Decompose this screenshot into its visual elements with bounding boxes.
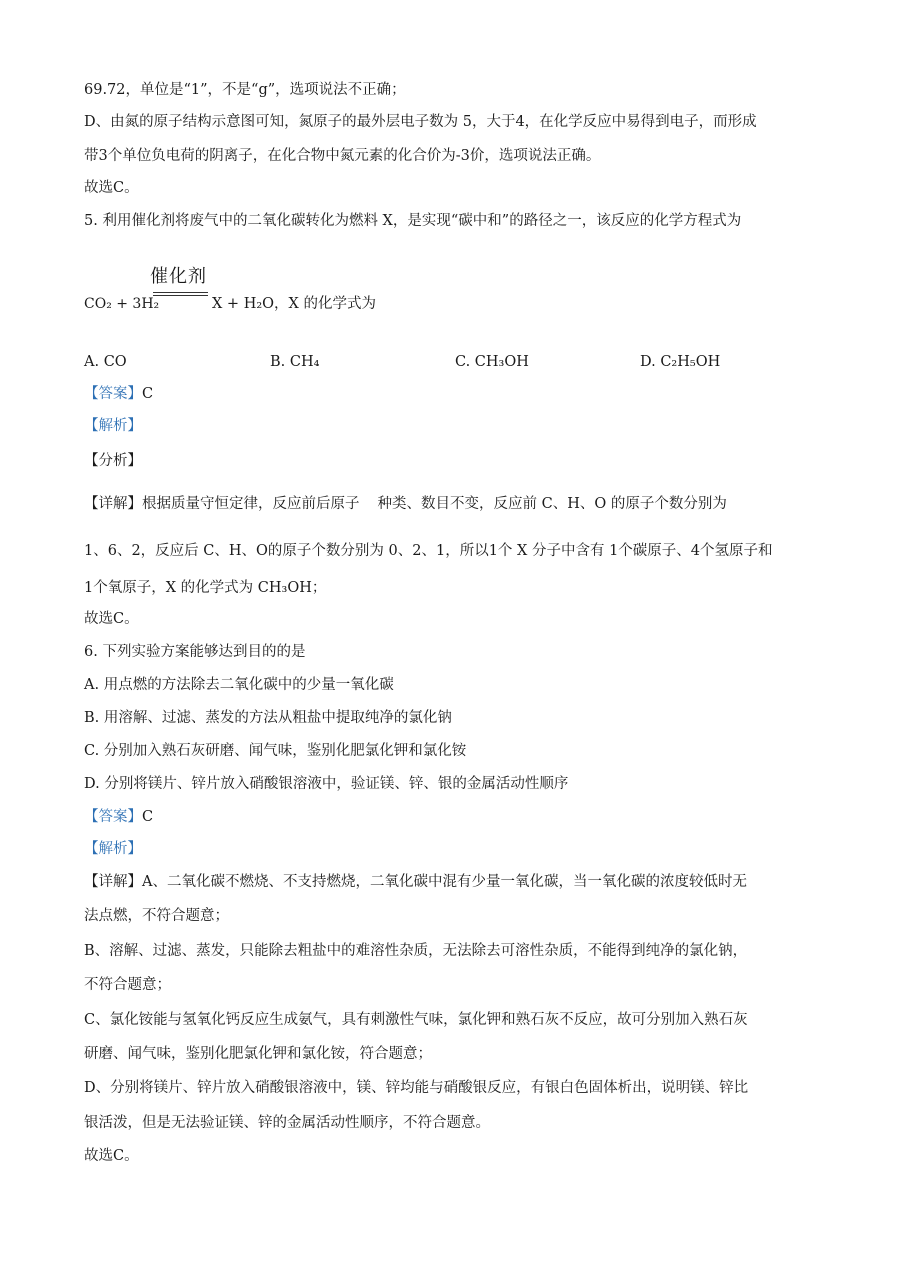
q6-option-c: C. 分别加入熟石灰研磨、闻气味，鉴别化肥氯化钾和氯化铵: [84, 743, 467, 759]
q6-detail-line: 法点燃，不符合题意；: [84, 908, 229, 924]
q6-detail-line: C、氯化铵能与氢氧化钙反应生成氨气，具有刺激性气味，氯化钾和熟石灰不反应，故可分别加入熟石灰: [84, 1012, 748, 1028]
q5-detail-line: 1个氧原子，X 的化学式为 CH₃OH；: [84, 580, 327, 596]
q5-option-b: B. CH₄: [270, 354, 320, 370]
detail-part: 【详解】根据质量守恒定律，反应前后原子: [84, 496, 360, 512]
q5-fenxi: 【分析】: [84, 453, 142, 469]
q6-analysis-tag: 【解析】: [84, 841, 142, 857]
answer-value: C: [142, 809, 154, 825]
text-line: D、由氮的原子结构示意图可知，氮原子的最外层电子数为 5，大于4，在化学反应中易得到电子，而形成: [84, 114, 757, 130]
q6-detail-line: 【详解】A、二氧化碳不燃烧、不支持燃烧，二氧化碳中混有少量一氧化碳，当一氧化碳的浓度较低时无: [84, 874, 747, 890]
q6-option-d: D. 分别将镁片、锌片放入硝酸银溶液中，验证镁、锌、银的金属活动性顺序: [84, 776, 569, 792]
q5-detail-line: [84, 494, 727, 514]
text-line: 故选C。: [84, 180, 139, 196]
q5-conclusion: 故选C。: [84, 611, 139, 627]
q6-detail-line: D、分别将镁片、锌片放入硝酸银溶液中，镁、锌均能与硝酸银反应，有银白色固体析出，说明镁、锌比: [84, 1080, 749, 1096]
equation-right: X + H₂O，X 的化学式为: [212, 296, 376, 312]
q6-detail-line: 银活泼，但是无法验证镁、锌的金属活动性顺序，不符合题意。: [84, 1115, 490, 1131]
equation-arrow-line: [153, 292, 208, 293]
q6-detail-line: B、溶解、过滤、蒸发，只能除去粗盐中的难溶性杂质，无法除去可溶性杂质，不能得到纯净的氯化钠，: [84, 943, 748, 959]
q5-option-d: D. C₂H₅OH: [640, 354, 721, 370]
equation-arrow-line: [153, 295, 208, 296]
q6-option-a: A. 用点燃的方法除去二氧化碳中的少量一氧化碳: [84, 677, 394, 693]
answer-tag: 【答案】: [84, 809, 142, 825]
equation-left: CO₂ + 3H₂: [84, 296, 160, 312]
answer-value: C: [142, 386, 154, 402]
q6-conclusion: 故选C。: [84, 1148, 139, 1164]
q6-detail-line: 不符合题意；: [84, 977, 171, 993]
text-line: 69.72，单位是“1”，不是“g”，选项说法不正确；: [84, 82, 406, 98]
question-5: 5. 利用催化剂将废气中的二氧化碳转化为燃料 X，是实现“碳中和”的路径之一，该反应的化学方程式为: [84, 213, 742, 229]
q5-option-a: A. CO: [84, 354, 127, 370]
q5-analysis-tag: 【解析】: [84, 418, 142, 434]
q5-detail-line: 1、6、2，反应后 C、H、O的原子个数分别为 0、2、1，所以1个 X 分子中含有 1个碳原子、4个氢原子和: [84, 543, 773, 559]
equation-catalyst: 催化剂: [150, 266, 207, 287]
q6-answer: [84, 807, 153, 827]
q5-answer: [84, 384, 153, 404]
q5-option-c: C. CH₃OH: [455, 354, 529, 370]
detail-part: 种类、数目不变，反应前 C、H、O 的原子个数分别为: [377, 496, 727, 512]
q6-option-b: B. 用溶解、过滤、蒸发的方法从粗盐中提取纯净的氯化钠: [84, 710, 452, 726]
answer-tag: 【答案】: [84, 386, 142, 402]
q6-detail-line: 研磨、闻气味，鉴别化肥氯化钾和氯化铵，符合题意；: [84, 1046, 432, 1062]
text-line: 带3个单位负电荷的阴离子，在化合物中氮元素的化合价为-3价，选项说法正确。: [84, 148, 601, 164]
question-6: 6. 下列实验方案能够达到目的的是: [84, 644, 306, 660]
